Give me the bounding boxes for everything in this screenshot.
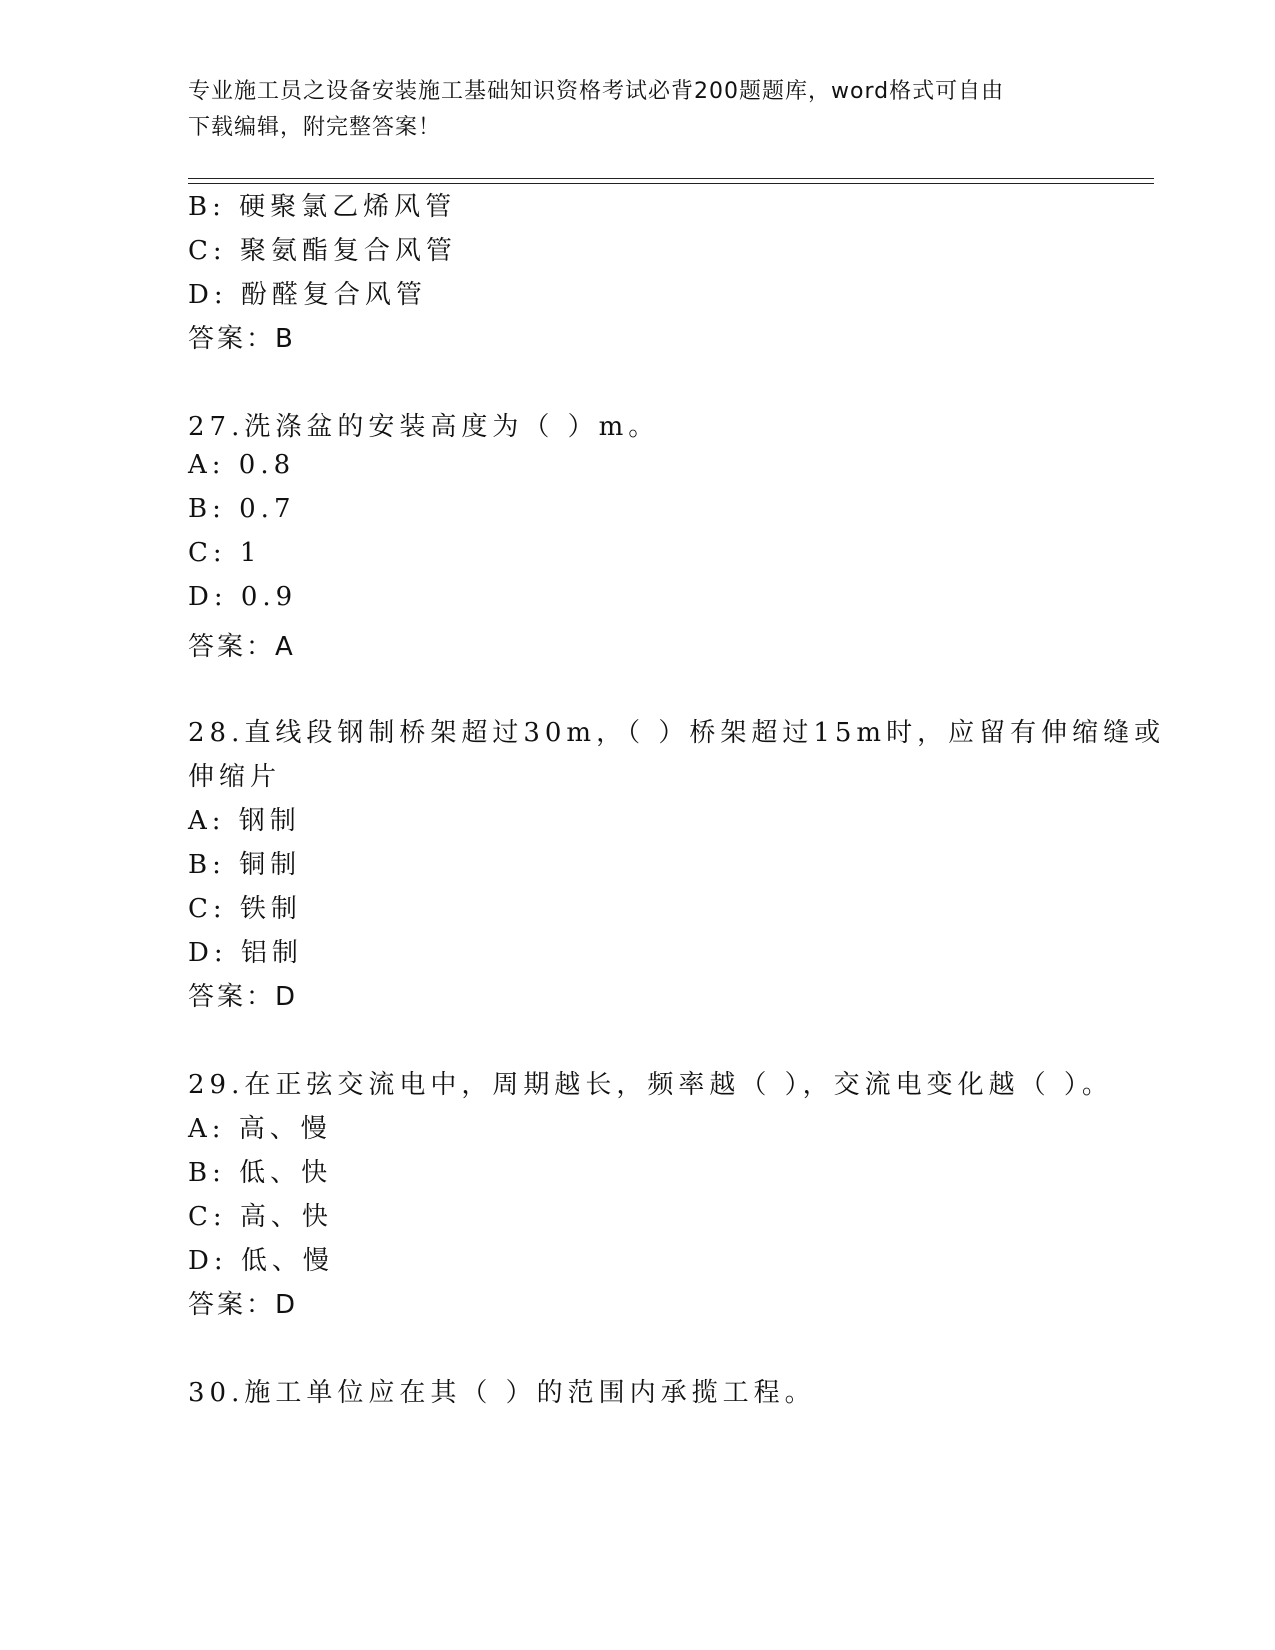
q26-option-b: B: 硬聚氯乙烯风管	[188, 192, 457, 222]
q30-question: 30.施工单位应在其（ ）的范围内承揽工程。	[188, 1378, 816, 1408]
q28-option-a: A: 钢制	[188, 806, 301, 836]
q28-answer: 答案：D	[188, 982, 299, 1012]
header-line-2: 下载编辑，附完整答案！	[188, 115, 442, 140]
q29-option-d: D: 低、慢	[188, 1246, 334, 1276]
header-divider-bottom	[188, 183, 1154, 184]
q29-question: 29.在正弦交流电中，周期越长，频率越（ ），交流电变化越（ ）。	[188, 1070, 1113, 1100]
q27-option-b: B: 0.7	[188, 494, 296, 524]
q28-question-line-1: 28.直线段钢制桥架超过30m，（ ）桥架超过15m时，应留有伸缩缝或	[188, 718, 1166, 748]
q27-answer: 答案：A	[188, 632, 296, 662]
q29-option-a: A: 高、慢	[188, 1114, 332, 1144]
q29-answer: 答案：D	[188, 1290, 299, 1320]
header-line-1: 专业施工员之设备安装施工基础知识资格考试必背200题题库，word格式可自由	[188, 79, 1005, 104]
q27-option-a: A: 0.8	[188, 450, 296, 480]
header-divider-top	[188, 178, 1154, 179]
q27-option-d: D: 0.9	[188, 582, 298, 612]
q26-option-c: C: 聚氨酯复合风管	[188, 236, 457, 266]
q26-answer: 答案：B	[188, 324, 296, 354]
q28-question-line-2: 伸缩片	[188, 762, 282, 792]
q27-option-c: C: 1	[188, 538, 262, 568]
q26-option-d: D: 酚醛复合风管	[188, 280, 427, 310]
q28-option-d: D: 铝制	[188, 938, 303, 968]
q28-option-c: C: 铁制	[188, 894, 302, 924]
q27-question: 27.洗涤盆的安装高度为（ ）m。	[188, 412, 660, 442]
q29-option-c: C: 高、快	[188, 1202, 333, 1232]
q28-option-b: B: 铜制	[188, 850, 302, 880]
q29-option-b: B: 低、快	[188, 1158, 333, 1188]
document-header	[188, 74, 1068, 146]
